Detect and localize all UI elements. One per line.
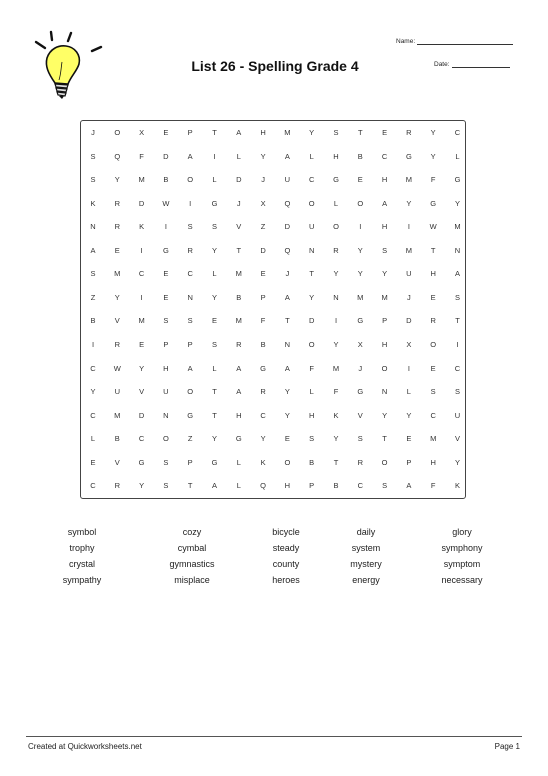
- grid-cell[interactable]: B: [114, 434, 120, 444]
- grid-cell[interactable]: I: [140, 245, 143, 255]
- grid-cell[interactable]: K: [454, 481, 460, 491]
- grid-cell[interactable]: K: [139, 222, 145, 232]
- grid-cell[interactable]: A: [187, 151, 193, 161]
- grid-cell[interactable]: O: [333, 222, 339, 232]
- grid-cell[interactable]: Y: [139, 481, 145, 491]
- grid-cell[interactable]: C: [90, 481, 96, 491]
- grid-cell[interactable]: T: [333, 457, 339, 467]
- grid-cell[interactable]: H: [333, 151, 339, 161]
- grid-cell[interactable]: S: [90, 269, 96, 279]
- grid-cell[interactable]: S: [357, 434, 363, 444]
- grid-cell[interactable]: K: [333, 410, 339, 420]
- grid-cell[interactable]: S: [430, 387, 436, 397]
- grid-cell[interactable]: Y: [211, 245, 217, 255]
- grid-cell[interactable]: G: [187, 410, 194, 420]
- grid-cell[interactable]: L: [212, 175, 217, 185]
- grid-cell[interactable]: C: [430, 410, 436, 420]
- grid-cell[interactable]: I: [189, 198, 192, 208]
- grid-cell[interactable]: J: [236, 198, 241, 208]
- grid-cell[interactable]: B: [163, 175, 169, 185]
- word-bank-item: glory: [452, 527, 472, 537]
- grid-cell[interactable]: A: [187, 363, 193, 373]
- grid-cell[interactable]: N: [333, 292, 339, 302]
- grid-cell[interactable]: J: [285, 269, 290, 279]
- word-bank-item: daily: [356, 527, 376, 537]
- grid-cell[interactable]: M: [430, 434, 437, 444]
- grid-cell[interactable]: Y: [90, 387, 96, 397]
- grid-cell[interactable]: F: [333, 387, 339, 397]
- grid-cell[interactable]: S: [454, 292, 460, 302]
- grid-cell[interactable]: G: [357, 316, 364, 326]
- grid-cell[interactable]: E: [284, 434, 290, 444]
- grid-cell[interactable]: L: [406, 387, 411, 397]
- grid-cell[interactable]: S: [454, 387, 460, 397]
- date-line[interactable]: [452, 67, 510, 68]
- grid-cell[interactable]: S: [382, 481, 388, 491]
- grid-cell[interactable]: I: [140, 292, 143, 302]
- grid-cell[interactable]: P: [406, 457, 412, 467]
- grid-cell[interactable]: M: [235, 316, 242, 326]
- grid-cell[interactable]: J: [407, 292, 411, 302]
- grid-cell[interactable]: T: [212, 410, 217, 420]
- grid-cell[interactable]: C: [357, 481, 363, 491]
- word-bank-item: trophy: [69, 543, 95, 553]
- grid-cell[interactable]: O: [162, 434, 169, 444]
- grid-cell[interactable]: E: [430, 363, 436, 373]
- page-number: Page 1: [494, 742, 520, 751]
- grid-cell[interactable]: I: [164, 222, 167, 232]
- grid-cell[interactable]: L: [333, 198, 339, 208]
- grid-cell[interactable]: G: [235, 434, 242, 444]
- grid-cell[interactable]: B: [90, 316, 96, 326]
- grid-cell[interactable]: P: [382, 316, 388, 326]
- grid-cell[interactable]: Y: [260, 151, 266, 161]
- grid-cell[interactable]: Y: [333, 434, 339, 444]
- grid-cell[interactable]: A: [236, 387, 242, 397]
- grid-cell[interactable]: Y: [211, 292, 217, 302]
- grid-cell[interactable]: S: [163, 457, 169, 467]
- grid-cell[interactable]: D: [163, 151, 169, 161]
- grid-cell[interactable]: T: [455, 316, 460, 326]
- word-bank-item: misplace: [174, 575, 210, 585]
- grid-cell[interactable]: V: [454, 434, 460, 444]
- grid-cell[interactable]: Y: [211, 434, 217, 444]
- grid-cell[interactable]: U: [454, 410, 461, 420]
- grid-cell[interactable]: D: [138, 198, 145, 208]
- grid-cell[interactable]: H: [381, 175, 388, 185]
- grid-cell[interactable]: N: [284, 339, 291, 349]
- grid-cell[interactable]: H: [163, 363, 169, 373]
- grid-cell[interactable]: I: [213, 151, 216, 161]
- grid-cell[interactable]: Y: [357, 245, 363, 255]
- grid-cell[interactable]: J: [91, 128, 95, 137]
- grid-cell[interactable]: T: [212, 387, 217, 397]
- grid-cell[interactable]: G: [162, 245, 169, 255]
- grid-cell[interactable]: S: [309, 434, 315, 444]
- grid-cell[interactable]: B: [260, 339, 266, 349]
- grid-cell[interactable]: R: [430, 316, 436, 326]
- grid-cell[interactable]: M: [138, 316, 145, 326]
- grid-cell[interactable]: J: [261, 175, 265, 185]
- grid-cell[interactable]: A: [284, 292, 290, 302]
- grid-cell[interactable]: L: [309, 151, 314, 161]
- grid-cell[interactable]: G: [211, 198, 218, 208]
- grid-cell[interactable]: T: [382, 434, 387, 444]
- grid-cell[interactable]: X: [357, 339, 363, 349]
- grid-cell[interactable]: T: [309, 269, 314, 279]
- grid-cell[interactable]: C: [187, 269, 193, 279]
- page-title: List 26 - Spelling Grade 4: [191, 58, 359, 74]
- grid-cell[interactable]: C: [90, 410, 96, 420]
- grid-cell[interactable]: I: [407, 363, 410, 373]
- grid-cell[interactable]: I: [407, 222, 410, 232]
- grid-cell[interactable]: L: [212, 363, 217, 373]
- date-field: [434, 61, 510, 68]
- grid-cell[interactable]: V: [357, 410, 363, 420]
- footer-credit: Created at Quickworksheets.net: [28, 742, 142, 751]
- grid-cell[interactable]: G: [357, 387, 364, 397]
- grid-cell[interactable]: A: [284, 363, 290, 373]
- grid-cell[interactable]: Y: [333, 269, 339, 279]
- grid-cell[interactable]: Y: [139, 363, 145, 373]
- grid-cell[interactable]: E: [211, 316, 217, 326]
- grid-cell[interactable]: R: [236, 339, 242, 349]
- grid-cell[interactable]: V: [236, 222, 242, 232]
- word-bank-item: energy: [352, 575, 380, 585]
- grid-cell[interactable]: Y: [357, 269, 363, 279]
- grid-cell[interactable]: S: [211, 339, 217, 349]
- grid-cell[interactable]: S: [187, 222, 193, 232]
- grid-cell[interactable]: O: [308, 198, 315, 208]
- date-label: Date:: [434, 61, 450, 68]
- word-bank-item: cozy: [182, 527, 202, 537]
- grid-cell[interactable]: I: [359, 222, 362, 232]
- grid-cell[interactable]: M: [114, 269, 121, 279]
- word-bank-item: system: [351, 543, 381, 553]
- grid-cell[interactable]: C: [90, 363, 96, 373]
- grid-cell[interactable]: V: [114, 316, 120, 326]
- grid-cell[interactable]: M: [114, 410, 121, 420]
- grid-cell[interactable]: O: [187, 387, 194, 397]
- grid-cell[interactable]: P: [187, 128, 193, 137]
- grid-cell[interactable]: Y: [406, 410, 412, 420]
- grid-cell[interactable]: D: [284, 222, 291, 232]
- grid-cell[interactable]: H: [284, 481, 291, 491]
- grid-cell[interactable]: Y: [382, 269, 388, 279]
- grid-cell[interactable]: E: [163, 292, 169, 302]
- name-label: Name:: [396, 38, 416, 45]
- grid-cell[interactable]: Y: [333, 339, 339, 349]
- grid-cell[interactable]: P: [260, 292, 266, 302]
- grid-cell[interactable]: A: [236, 128, 242, 137]
- grid-cell[interactable]: M: [405, 245, 413, 255]
- grid-cell[interactable]: Y: [260, 434, 266, 444]
- grid-cell[interactable]: O: [284, 457, 291, 467]
- grid-cell[interactable]: S: [163, 481, 169, 491]
- word-bank-item: bicycle: [272, 527, 300, 537]
- grid-cell[interactable]: T: [187, 481, 193, 491]
- grid-cell[interactable]: Y: [309, 292, 315, 302]
- grid-cell[interactable]: A: [406, 481, 412, 491]
- grid-cell[interactable]: O: [187, 175, 194, 185]
- grid-cell[interactable]: Z: [260, 222, 266, 232]
- grid-cell[interactable]: M: [381, 292, 388, 302]
- grid-cell[interactable]: F: [139, 151, 144, 161]
- grid-cell[interactable]: E: [406, 434, 412, 444]
- lightbulb-icon: [28, 28, 108, 103]
- word-bank-item: steady: [272, 543, 300, 553]
- grid-cell[interactable]: B: [357, 151, 363, 161]
- grid-cell[interactable]: Y: [114, 292, 120, 302]
- grid-cell[interactable]: T: [236, 245, 242, 255]
- grid-cell[interactable]: R: [357, 457, 363, 467]
- grid-cell[interactable]: E: [90, 457, 96, 467]
- grid-cell[interactable]: G: [260, 363, 267, 373]
- grid-cell[interactable]: L: [236, 457, 241, 467]
- word-bank-item: sympathy: [62, 575, 102, 585]
- grid-cell[interactable]: C: [381, 151, 388, 161]
- word-bank-item: cymbal: [177, 543, 207, 553]
- footer-divider: [26, 736, 522, 737]
- grid-cell[interactable]: A: [90, 245, 96, 255]
- grid-cell[interactable]: N: [308, 245, 315, 255]
- word-bank-item: gymnastics: [169, 559, 215, 569]
- grid-cell[interactable]: R: [260, 387, 266, 397]
- grid-cell[interactable]: V: [114, 457, 120, 467]
- grid-cell[interactable]: O: [381, 457, 388, 467]
- grid-cell[interactable]: O: [114, 128, 121, 137]
- grid-cell[interactable]: D: [138, 410, 145, 420]
- grid-cell[interactable]: B: [236, 292, 242, 302]
- grid-cell[interactable]: I: [91, 339, 95, 349]
- grid-cell[interactable]: M: [332, 363, 340, 373]
- grid-cell[interactable]: A: [284, 151, 290, 161]
- grid-cell[interactable]: U: [284, 175, 291, 185]
- grid-cell[interactable]: E: [139, 339, 145, 349]
- grid-cell[interactable]: K: [260, 457, 266, 467]
- grid-cell[interactable]: A: [211, 481, 217, 491]
- grid-cell[interactable]: P: [187, 457, 193, 467]
- grid-cell[interactable]: L: [309, 387, 314, 397]
- grid-cell[interactable]: E: [357, 175, 363, 185]
- grid-cell[interactable]: X: [260, 198, 266, 208]
- grid-cell[interactable]: Y: [309, 128, 315, 137]
- grid-cell[interactable]: Y: [454, 457, 460, 467]
- grid-cell[interactable]: I: [334, 316, 338, 326]
- grid-cell[interactable]: C: [260, 410, 266, 420]
- grid-cell[interactable]: M: [454, 222, 461, 232]
- grid-cell[interactable]: W: [113, 363, 121, 373]
- grid-cell[interactable]: P: [163, 339, 169, 349]
- grid-cell[interactable]: S: [187, 316, 193, 326]
- grid-cell[interactable]: E: [430, 292, 436, 302]
- grid-cell[interactable]: S: [163, 316, 169, 326]
- grid-cell[interactable]: G: [333, 175, 339, 185]
- grid-cell[interactable]: R: [114, 339, 120, 349]
- grid-cell[interactable]: W: [429, 222, 437, 232]
- grid-cell[interactable]: C: [138, 434, 145, 444]
- grid-cell[interactable]: S: [211, 222, 217, 232]
- grid-cell[interactable]: H: [236, 410, 242, 420]
- grid-cell[interactable]: J: [358, 363, 363, 373]
- grid-cell[interactable]: P: [309, 481, 315, 491]
- grid-cell[interactable]: M: [357, 292, 364, 302]
- grid-cell[interactable]: B: [333, 481, 339, 491]
- word-bank-item: county: [272, 559, 300, 569]
- grid-cell[interactable]: A: [454, 269, 460, 279]
- grid-cell[interactable]: A: [236, 363, 242, 373]
- grid-cell[interactable]: L: [236, 481, 241, 491]
- grid-cell[interactable]: S: [382, 245, 388, 255]
- grid-cell[interactable]: Q: [260, 481, 267, 491]
- grid-cell[interactable]: Y: [382, 410, 388, 420]
- grid-cell[interactable]: F: [430, 481, 436, 491]
- grid-cell[interactable]: M: [138, 175, 145, 185]
- grid-cell[interactable]: B: [309, 457, 315, 467]
- grid-cell[interactable]: Y: [406, 198, 412, 208]
- grid-cell[interactable]: Q: [114, 151, 121, 161]
- grid-cell[interactable]: N: [163, 410, 169, 420]
- grid-cell[interactable]: U: [406, 269, 412, 279]
- grid-cell[interactable]: F: [430, 175, 436, 185]
- word-bank-item: necessary: [441, 575, 483, 585]
- grid-cell[interactable]: X: [139, 128, 145, 137]
- grid-cell[interactable]: E: [260, 269, 266, 279]
- grid-cell[interactable]: H: [430, 457, 436, 467]
- grid-cell[interactable]: N: [187, 292, 193, 302]
- grid-cell[interactable]: E: [114, 245, 120, 255]
- grid-cell[interactable]: G: [211, 457, 218, 467]
- grid-cell[interactable]: D: [260, 245, 266, 255]
- grid-cell[interactable]: U: [114, 387, 120, 397]
- grid-cell[interactable]: C: [454, 363, 461, 373]
- grid-cell[interactable]: C: [138, 269, 145, 279]
- grid-cell[interactable]: O: [381, 363, 388, 373]
- grid-cell[interactable]: H: [260, 128, 266, 137]
- grid-cell[interactable]: H: [308, 410, 315, 420]
- grid-cell[interactable]: H: [381, 339, 388, 349]
- grid-cell[interactable]: G: [405, 151, 412, 161]
- grid-cell[interactable]: G: [430, 198, 437, 208]
- grid-cell[interactable]: T: [285, 316, 290, 326]
- grid-cell[interactable]: M: [235, 269, 242, 279]
- grid-cell[interactable]: U: [163, 387, 169, 397]
- grid-cell[interactable]: O: [430, 339, 437, 349]
- grid-cell[interactable]: T: [430, 245, 436, 255]
- word-search-grid: [80, 120, 466, 499]
- word-bank-item: mystery: [350, 559, 382, 569]
- grid-cell[interactable]: R: [333, 245, 339, 255]
- grid-cell[interactable]: Y: [284, 410, 290, 420]
- grid-cell[interactable]: L: [90, 434, 96, 444]
- grid-cell[interactable]: L: [455, 151, 460, 161]
- grid-cell[interactable]: K: [90, 198, 96, 208]
- grid-cell[interactable]: Y: [114, 175, 120, 185]
- grid-cell[interactable]: N: [90, 222, 96, 232]
- grid-cell[interactable]: R: [187, 245, 193, 255]
- word-bank-item: symptom: [443, 559, 481, 569]
- grid-cell[interactable]: S: [90, 151, 96, 161]
- grid-cell[interactable]: R: [114, 481, 120, 491]
- grid-cell[interactable]: T: [358, 128, 363, 137]
- grid-cell[interactable]: C: [454, 128, 461, 137]
- grid-cell[interactable]: H: [381, 222, 388, 232]
- grid-cell[interactable]: T: [212, 128, 217, 137]
- grid-cell[interactable]: L: [212, 269, 217, 279]
- grid-cell[interactable]: X: [406, 339, 412, 349]
- grid-cell[interactable]: Y: [430, 151, 436, 161]
- grid-cell[interactable]: Y: [454, 198, 460, 208]
- grid-cell[interactable]: M: [284, 128, 291, 137]
- grid-cell[interactable]: M: [405, 175, 413, 185]
- word-bank-item: heroes: [272, 575, 300, 585]
- grid-cell[interactable]: Z: [90, 292, 96, 302]
- grid-cell[interactable]: Y: [284, 387, 290, 397]
- grid-cell[interactable]: D: [236, 175, 242, 185]
- grid-cell[interactable]: S: [333, 128, 339, 137]
- grid-cell[interactable]: G: [454, 175, 461, 185]
- grid-cell[interactable]: R: [406, 128, 412, 137]
- grid-cell[interactable]: P: [187, 339, 193, 349]
- grid-cell[interactable]: N: [381, 387, 388, 397]
- grid-cell[interactable]: H: [430, 269, 436, 279]
- grid-cell[interactable]: F: [309, 363, 314, 373]
- grid-cell[interactable]: R: [114, 222, 120, 232]
- grid-cell[interactable]: W: [162, 198, 170, 208]
- grid-cell[interactable]: E: [163, 269, 169, 279]
- grid-cell[interactable]: N: [454, 245, 461, 255]
- grid-cell[interactable]: E: [382, 128, 388, 137]
- grid-cell[interactable]: O: [308, 339, 315, 349]
- grid-cell[interactable]: Z: [187, 434, 193, 444]
- name-line[interactable]: [417, 44, 513, 45]
- grid-cell[interactable]: V: [139, 387, 145, 397]
- grid-cell[interactable]: S: [90, 175, 96, 185]
- grid-cell[interactable]: R: [114, 198, 120, 208]
- grid-cell[interactable]: O: [357, 198, 364, 208]
- grid-cell[interactable]: L: [236, 151, 241, 161]
- word-bank-item: symphony: [441, 543, 483, 553]
- grid-cell[interactable]: Q: [284, 198, 291, 208]
- grid-cell[interactable]: C: [308, 175, 315, 185]
- grid-cell[interactable]: Q: [284, 245, 291, 255]
- grid-cell[interactable]: U: [308, 222, 315, 232]
- grid-cell[interactable]: E: [163, 128, 169, 137]
- grid-cell[interactable]: I: [456, 339, 459, 349]
- name-field: [396, 38, 513, 45]
- word-bank-item: crystal: [68, 559, 95, 569]
- grid-cell[interactable]: Y: [430, 128, 436, 137]
- grid-cell[interactable]: D: [406, 316, 412, 326]
- word-bank-item: symbol: [67, 527, 97, 537]
- grid-cell[interactable]: D: [308, 316, 315, 326]
- grid-cell[interactable]: F: [260, 316, 266, 326]
- grid-cell[interactable]: G: [138, 457, 145, 467]
- grid-cell[interactable]: A: [382, 198, 388, 208]
